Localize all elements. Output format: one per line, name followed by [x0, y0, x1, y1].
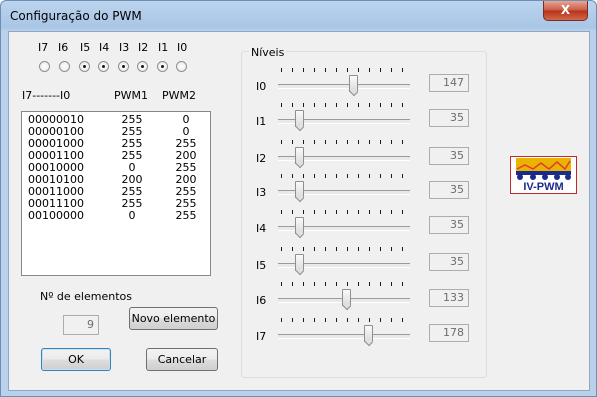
list-cell-inputs: 00001000 [28, 137, 84, 150]
input-radio-i3[interactable] [118, 61, 129, 72]
slider-tick [391, 318, 392, 322]
level-value-i7: 178 [429, 324, 469, 342]
slider-tick [347, 174, 348, 178]
slider-tick [336, 68, 337, 72]
level-label-i0: I0 [256, 80, 267, 93]
list-cell-pwm2: 255 [175, 161, 197, 174]
list-header-pwm1: PWM1 [114, 89, 148, 102]
input-radio-i6[interactable] [59, 61, 70, 72]
slider-tick [369, 282, 370, 286]
slider-thumb[interactable] [295, 217, 304, 234]
list-cell-pwm2: 200 [175, 173, 197, 186]
slider-tick [314, 68, 315, 72]
slider-tick [303, 103, 304, 107]
slider-tick [281, 282, 282, 286]
slider-tick [281, 140, 282, 144]
slider-tick [358, 68, 359, 72]
slider-tick [380, 174, 381, 178]
slider-tick [358, 318, 359, 322]
slider-tick [292, 210, 293, 214]
slider-tick [303, 68, 304, 72]
slider-tick [325, 140, 326, 144]
slider-tick [292, 140, 293, 144]
slider-tick [347, 210, 348, 214]
slider-tick [303, 210, 304, 214]
slider-tick [369, 140, 370, 144]
slider-tick [402, 210, 403, 214]
slider-tick [402, 68, 403, 72]
slider-tick [303, 247, 304, 251]
window-title: Configuração do PWM [10, 9, 142, 23]
input-radio-i2[interactable] [137, 61, 148, 72]
list-cell-pwm2: 255 [175, 185, 197, 198]
level-value-i0: 147 [429, 74, 469, 92]
input-radio-i5[interactable] [79, 61, 90, 72]
list-cell-inputs: 00010100 [28, 173, 84, 186]
iv-pwm-logo [510, 156, 577, 194]
slider-tick [325, 103, 326, 107]
slider-thumb[interactable] [295, 254, 304, 271]
slider-tick [380, 103, 381, 107]
slider-tick [281, 174, 282, 178]
list-cell-inputs: 00100000 [28, 209, 84, 222]
slider-tick [391, 282, 392, 286]
slider-tick [325, 174, 326, 178]
slider-tick [292, 68, 293, 72]
slider-tick [347, 68, 348, 72]
slider-tick [303, 318, 304, 322]
level-value-i4: 35 [429, 216, 469, 234]
slider-thumb[interactable] [295, 110, 304, 127]
list-cell-inputs: 00000100 [28, 125, 84, 138]
slider-tick [402, 318, 403, 322]
slider-tick [303, 174, 304, 178]
logo-text: IV-PWM [523, 181, 564, 193]
slider-tick [314, 318, 315, 322]
slider-thumb[interactable] [342, 289, 351, 306]
slider-tick [325, 282, 326, 286]
level-label-i7: I7 [256, 330, 267, 343]
slider-track[interactable] [278, 84, 410, 89]
element-count-field: 9 [63, 315, 99, 335]
slider-tick [336, 247, 337, 251]
cancel-button[interactable]: Cancelar [146, 348, 218, 371]
list-cell-inputs: 00010000 [28, 161, 84, 174]
slider-tick [380, 247, 381, 251]
slider-tick [380, 318, 381, 322]
slider-tick [380, 282, 381, 286]
list-cell-pwm2: 255 [175, 137, 197, 150]
close-button[interactable] [543, 1, 588, 21]
pwm-table-list[interactable] [21, 111, 211, 276]
slider-tick [391, 68, 392, 72]
logo-graphic [511, 157, 576, 193]
list-cell-pwm2: 0 [182, 113, 190, 126]
slider-tick [347, 318, 348, 322]
level-label-i3: I3 [256, 186, 267, 199]
list-cell-pwm1: 0 [128, 209, 136, 222]
level-label-i1: I1 [256, 115, 267, 128]
slider-tick [391, 103, 392, 107]
slider-track[interactable] [278, 334, 410, 339]
slider-tick [358, 282, 359, 286]
slider-tick [292, 318, 293, 322]
slider-thumb[interactable] [295, 181, 304, 198]
levels-group-title: Níveis [251, 46, 285, 59]
list-item[interactable] [22, 210, 212, 222]
level-value-i2: 35 [429, 147, 469, 165]
slider-tick [281, 103, 282, 107]
slider-tick [358, 103, 359, 107]
input-label-i3: I3 [119, 41, 130, 54]
list-cell-inputs: 00011000 [28, 185, 84, 198]
slider-tick [325, 210, 326, 214]
slider-tick [292, 247, 293, 251]
slider-tick [314, 210, 315, 214]
level-label-i6: I6 [256, 294, 267, 307]
input-label-i6: I6 [58, 41, 69, 54]
level-value-i6: 133 [429, 289, 469, 307]
level-value-i5: 35 [429, 253, 469, 271]
list-cell-pwm2: 255 [175, 209, 197, 222]
slider-tick [314, 282, 315, 286]
slider-tick [281, 318, 282, 322]
slider-tick [369, 174, 370, 178]
list-cell-pwm2: 200 [175, 149, 197, 162]
slider-tick [292, 103, 293, 107]
slider-tick [402, 174, 403, 178]
slider-tick [369, 247, 370, 251]
slider-tick [369, 318, 370, 322]
list-cell-pwm1: 255 [121, 113, 143, 126]
slider-tick [303, 140, 304, 144]
input-label-i2: I2 [138, 41, 149, 54]
list-cell-pwm1: 255 [121, 149, 143, 162]
slider-tick [325, 247, 326, 251]
list-cell-pwm1: 255 [121, 185, 143, 198]
input-radio-i7[interactable] [39, 61, 50, 72]
slider-tick [358, 210, 359, 214]
close-icon: X [560, 3, 571, 17]
input-label-i4: I4 [99, 41, 110, 54]
level-label-i2: I2 [256, 152, 267, 165]
level-label-i4: I4 [256, 222, 267, 235]
slider-tick [314, 174, 315, 178]
slider-tick [292, 282, 293, 286]
slider-tick [336, 282, 337, 286]
slider-tick [402, 103, 403, 107]
list-cell-pwm1: 200 [121, 173, 143, 186]
slider-tick [314, 140, 315, 144]
input-label-i0: I0 [177, 41, 188, 54]
element-count-label: Nº de elementos [40, 290, 132, 303]
slider-tick [292, 174, 293, 178]
slider-tick [281, 247, 282, 251]
list-header-inputs: I7-------I0 [22, 89, 71, 102]
input-label-i5: I5 [80, 41, 91, 54]
input-label-i1: I1 [158, 41, 169, 54]
slider-thumb[interactable] [295, 147, 304, 164]
slider-tick [391, 174, 392, 178]
new-element-button[interactable]: Novo elemento [129, 307, 218, 330]
slider-tick [358, 247, 359, 251]
slider-tick [380, 140, 381, 144]
slider-tick [336, 174, 337, 178]
input-radio-i0[interactable] [176, 61, 187, 72]
level-value-i1: 35 [429, 109, 469, 127]
slider-tick [303, 282, 304, 286]
slider-tick [281, 210, 282, 214]
slider-tick [402, 140, 403, 144]
slider-tick [380, 210, 381, 214]
input-radio-i1[interactable] [157, 61, 168, 72]
input-label-i7: I7 [38, 41, 49, 54]
slider-tick [402, 282, 403, 286]
slider-tick [358, 140, 359, 144]
list-cell-pwm1: 255 [121, 137, 143, 150]
input-radio-i4[interactable] [98, 61, 109, 72]
slider-tick [325, 68, 326, 72]
slider-thumb[interactable] [349, 75, 358, 92]
slider-tick [402, 247, 403, 251]
slider-tick [358, 174, 359, 178]
slider-tick [369, 68, 370, 72]
list-cell-inputs: 00011100 [28, 197, 84, 210]
slider-thumb[interactable] [364, 325, 373, 342]
slider-tick [391, 247, 392, 251]
slider-tick [391, 210, 392, 214]
list-cell-pwm1: 0 [128, 161, 136, 174]
list-cell-inputs: 00001100 [28, 149, 84, 162]
slider-tick [380, 68, 381, 72]
slider-tick [281, 68, 282, 72]
list-header-pwm2: PWM2 [162, 89, 196, 102]
list-cell-pwm1: 255 [121, 125, 143, 138]
dialog-client [8, 31, 590, 391]
slider-tick [314, 247, 315, 251]
slider-tick [347, 247, 348, 251]
slider-tick [336, 210, 337, 214]
list-cell-pwm2: 0 [182, 125, 190, 138]
list-cell-inputs: 00000010 [28, 113, 84, 126]
list-cell-pwm1: 255 [121, 197, 143, 210]
list-cell-pwm2: 255 [175, 197, 197, 210]
slider-tick [347, 103, 348, 107]
slider-tick [369, 210, 370, 214]
level-label-i5: I5 [256, 259, 267, 272]
slider-tick [391, 140, 392, 144]
slider-tick [314, 103, 315, 107]
slider-tick [336, 140, 337, 144]
slider-tick [336, 103, 337, 107]
slider-tick [369, 103, 370, 107]
slider-tick [336, 318, 337, 322]
ok-button[interactable]: OK [41, 348, 111, 371]
slider-tick [347, 282, 348, 286]
slider-tick [347, 140, 348, 144]
level-value-i3: 35 [429, 181, 469, 199]
title-bar[interactable] [1, 1, 596, 31]
slider-tick [325, 318, 326, 322]
